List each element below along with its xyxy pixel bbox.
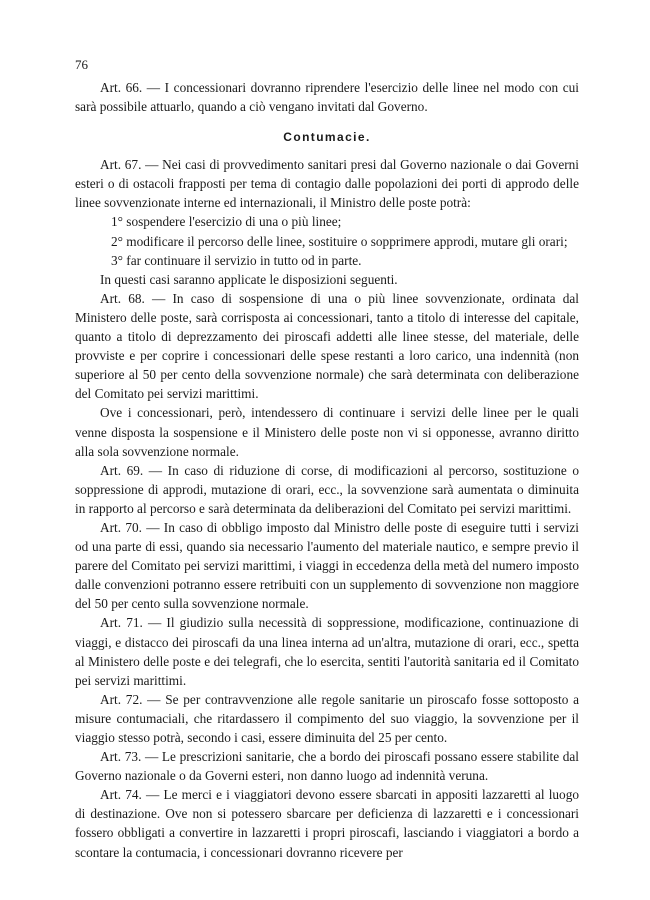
article-70-paragraph: Art. 70. — In caso di obbligo imposto dal Ministro delle poste di eseguire tutti i servizi od una parte di essi, quando sia necessario l'aumento del materiale nautico, e sempre previo il parere del Comitato pei servizi marittimi, i viaggi in eccedenza della metà del numero imposto dalle convenzioni potranno essere retribuiti con un supplemento di sovvenzione non maggiore del 50 per cento sulla sovvenzione normale. bbox=[75, 519, 579, 612]
article-74-paragraph: Art. 74. — Le merci e i viaggiatori devono essere sbarcati in appositi lazzaretti al luogo di destinazione. Ove non si potessero sbarcare per deficienza di lazzaretti e i concessionari fossero obbligati a convertire in lazzaretti i propri piroscafi, lasciando i viaggiatori a bordo a scontare la contumacia, i concessionari dovranno ricevere per bbox=[75, 787, 579, 860]
article-69-paragraph: Art. 69. — In caso di riduzione di corse, di modificazioni al percorso, sostituzione o soppressione di approdi, mutazione di orari, ecc., la sovvenzione sarà aumentata o diminuita in rapporto al percorso e sarà determinata da deliberazioni del Comitato pei servizi marittimi. bbox=[75, 462, 579, 516]
article-67-intro: Art. 67. — Nei casi di provvedimento sanitari presi dal Governo nazionale o dai Governi esteri o di ostacoli frapposti per tema di contagio dalle popolazioni dei porti di approdo delle linee sovvenzionate interne ed internazionali, il Ministro delle poste potrà: bbox=[75, 157, 579, 211]
article-66-paragraph: Art. 66. — I concessionari dovranno riprendere l'esercizio delle linee nel modo con cui sarà possibile attuarlo, quando a ciò vengano invitati dal Governo. bbox=[75, 80, 579, 115]
article-72-paragraph: Art. 72. — Se per contravvenzione alle regole sanitarie un piroscafo fosse sottoposto a misure contumaciali, che ritardassero il compimento del suo viaggio, la sovvenzione per il viaggio stesso potrà, secondo i casi, essere diminuita del 25 per cento. bbox=[75, 691, 579, 745]
article-68-paragraph: Art. 68. — In caso di sospensione di una o più linee sovvenzionate, ordinata dal Ministero delle poste, sarà corrisposta ai concessionari, tanto a titolo di interesse del capitale, quanto a titolo di deprezzamento dei piroscafi addetti alle linee stesse, del materiale, delle provviste e per coprire i concessionari delle spese restanti a loro carico, una indennità (non superiore al 50 per cento della sovvenzione normale) che sarà determinata con deliberazione del Comitato pei servizi marittimi. bbox=[75, 290, 579, 402]
article-71-paragraph: Art. 71. — Il giudizio sulla necessità di soppressione, modificazione, continuazione di viaggi, e distacco dei piroscafi da una linea interna ad un'altra, mutazione di orari, ecc., spetta al Ministero delle poste e dei telegrafi, che lo esercita, sentiti l'autorità sanitaria ed il Comitato pei servizi marittimi. bbox=[75, 615, 579, 688]
document-body bbox=[75, 78, 579, 862]
article-73-paragraph: Art. 73. — Le prescrizioni sanitarie, che a bordo dei piroscafi possano essere stabilite dal Governo nazionale o da Governi esteri, non danno luogo ad indennità veruna. bbox=[75, 749, 579, 784]
section-heading: Contumacie. bbox=[283, 130, 371, 145]
page-number: 76 bbox=[75, 57, 88, 72]
article-67-closing: In questi casi saranno applicate le disposizioni seguenti. bbox=[100, 271, 398, 287]
article-67-item-2: 2° modificare il percorso delle linee, sostituire o sopprimere approdi, mutare gli orari; bbox=[111, 233, 568, 249]
article-68-continuation: Ove i concessionari, però, intendessero di continuare i servizi delle linee per le quali venne disposta la sospensione e il Ministero delle poste non vi si opponesse, avranno diritto alla sola sovvenzione normale. bbox=[75, 405, 579, 459]
article-67-item-3: 3° far continuare il servizio in tutto od in parte. bbox=[111, 252, 362, 268]
article-67-item-1: 1° sospendere l'esercizio di una o più linee; bbox=[111, 214, 342, 230]
